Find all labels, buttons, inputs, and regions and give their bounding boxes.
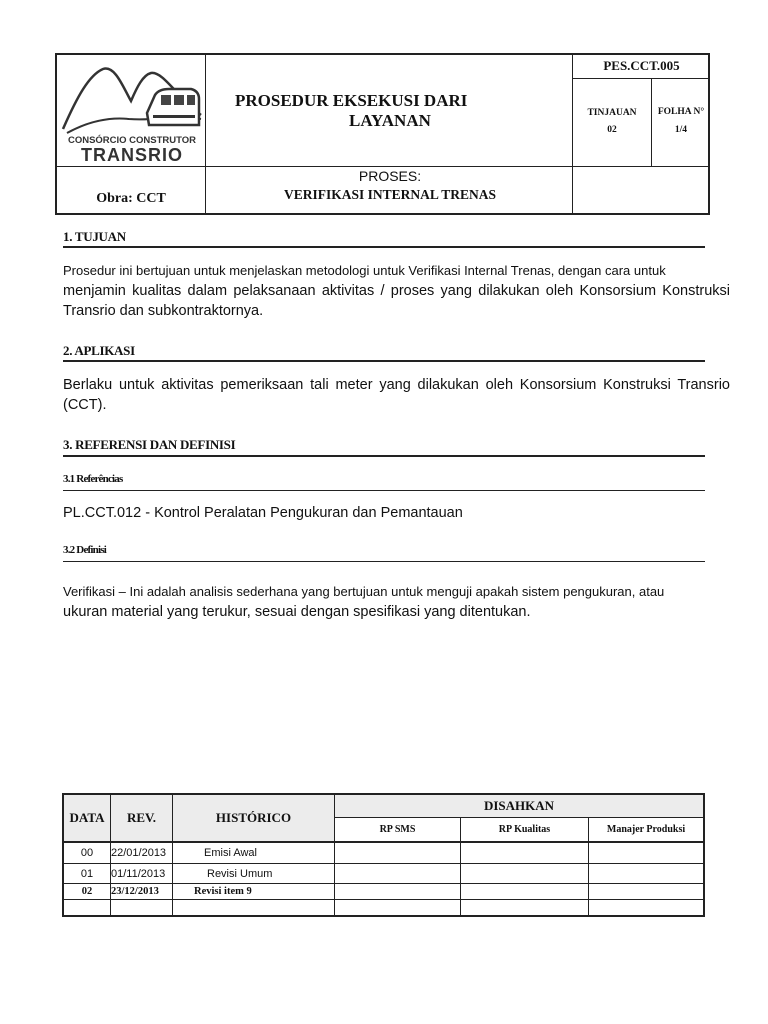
- section-1-text-line1: Prosedur ini bertujuan untuk menjelaskan metodologi untuk Verifikasi Internal Trenas, dengan cara untuk: [63, 263, 666, 278]
- column-header-rp-kualitas: RP Kualitas: [498, 824, 551, 835]
- column-header-rev: REV.: [126, 810, 157, 825]
- column-header-rp-sms: RP SMS: [379, 824, 416, 835]
- section-3-1-rule: [63, 490, 705, 491]
- section-3-1-text: PL.CCT.012 - Kontrol Peralatan Pengukuran dan Pemantauan: [63, 505, 463, 521]
- column-header-data: DATA: [69, 810, 105, 825]
- section-1-rule: [63, 246, 705, 248]
- section-1-heading: 1. TUJUAN: [63, 229, 126, 244]
- section-3-2-heading: 3.2 Definisi: [63, 544, 106, 556]
- section-2-rule: [63, 360, 705, 362]
- section-3-2-text-rest: ukuran material yang terukur, sesuai dengan spesifikasi yang ditentukan.: [63, 604, 531, 620]
- section-3-2-rule: [63, 561, 705, 562]
- section-3-2-text: [63, 582, 705, 622]
- row-2-data: 02: [81, 886, 93, 897]
- document-title: [207, 91, 573, 131]
- revision-table: [62, 793, 705, 917]
- section-3-2-text-line1: Verifikasi – Ini adalah analisis sederhana yang bertujuan untuk menguji apakah sistem pengukuran, atau: [63, 584, 665, 599]
- folha-label: FOLHA N°: [657, 107, 705, 117]
- logo-text-bottom: TRANSRIO: [81, 145, 183, 165]
- row-1-hist: Revisi Umum: [207, 867, 273, 880]
- section-3-1-heading: 3.1 Referências: [63, 473, 123, 485]
- tinjauan-label: TINJAUAN: [587, 108, 637, 118]
- obra-label: Obra: CCT: [96, 191, 166, 206]
- tinjauan-value: 02: [607, 125, 617, 135]
- section-2-heading: 2. APLIKASI: [63, 343, 135, 358]
- title-line-1: PROSEDUR EKSEKUSI DARI: [235, 91, 468, 110]
- row-0-hist: Emisi Awal: [204, 847, 257, 859]
- row-0-rev: 22/01/2013: [111, 847, 167, 859]
- row-2-rev: 23/12/2013: [111, 886, 159, 897]
- document-header: [55, 53, 710, 215]
- row-1-rev: 01/11/2013: [111, 867, 166, 880]
- section-3-rule: [63, 455, 705, 457]
- section-3-heading: 3. REFERENSI DAN DEFINISI: [63, 437, 236, 452]
- column-header-disahkan: DISAHKAN: [483, 798, 555, 813]
- proses-value: VERIFIKASI INTERNAL TRENAS: [283, 187, 497, 202]
- section-1-text: [63, 261, 730, 321]
- section-1-text-rest: menjamin kualitas dalam pelaksanaan aktivitas / proses yang dilakukan oleh Konsorsium Konstruksi Transrio dan subkontraktornya.: [63, 283, 730, 319]
- section-2-text: Berlaku untuk aktivitas pemeriksaan tali meter yang dilakukan oleh Konsorsium Konstruksi Transrio (CCT).: [63, 377, 730, 413]
- row-0-data: 00: [80, 847, 94, 859]
- company-logo: [59, 57, 205, 165]
- column-header-historico: HISTÓRICO: [215, 810, 292, 825]
- row-1-data: 01: [80, 867, 94, 880]
- row-2-hist: Revisi item 9: [194, 886, 252, 897]
- folha-value: 1/4: [674, 125, 688, 135]
- document-code: PES.CCT.005: [603, 58, 680, 73]
- logo-text-top: CONSÓRCIO CONSTRUTOR: [67, 135, 197, 146]
- title-line-2: LAYANAN: [349, 111, 431, 130]
- column-header-manajer: Manajer Produksi: [606, 824, 686, 835]
- proses-label: PROSES:: [358, 168, 422, 184]
